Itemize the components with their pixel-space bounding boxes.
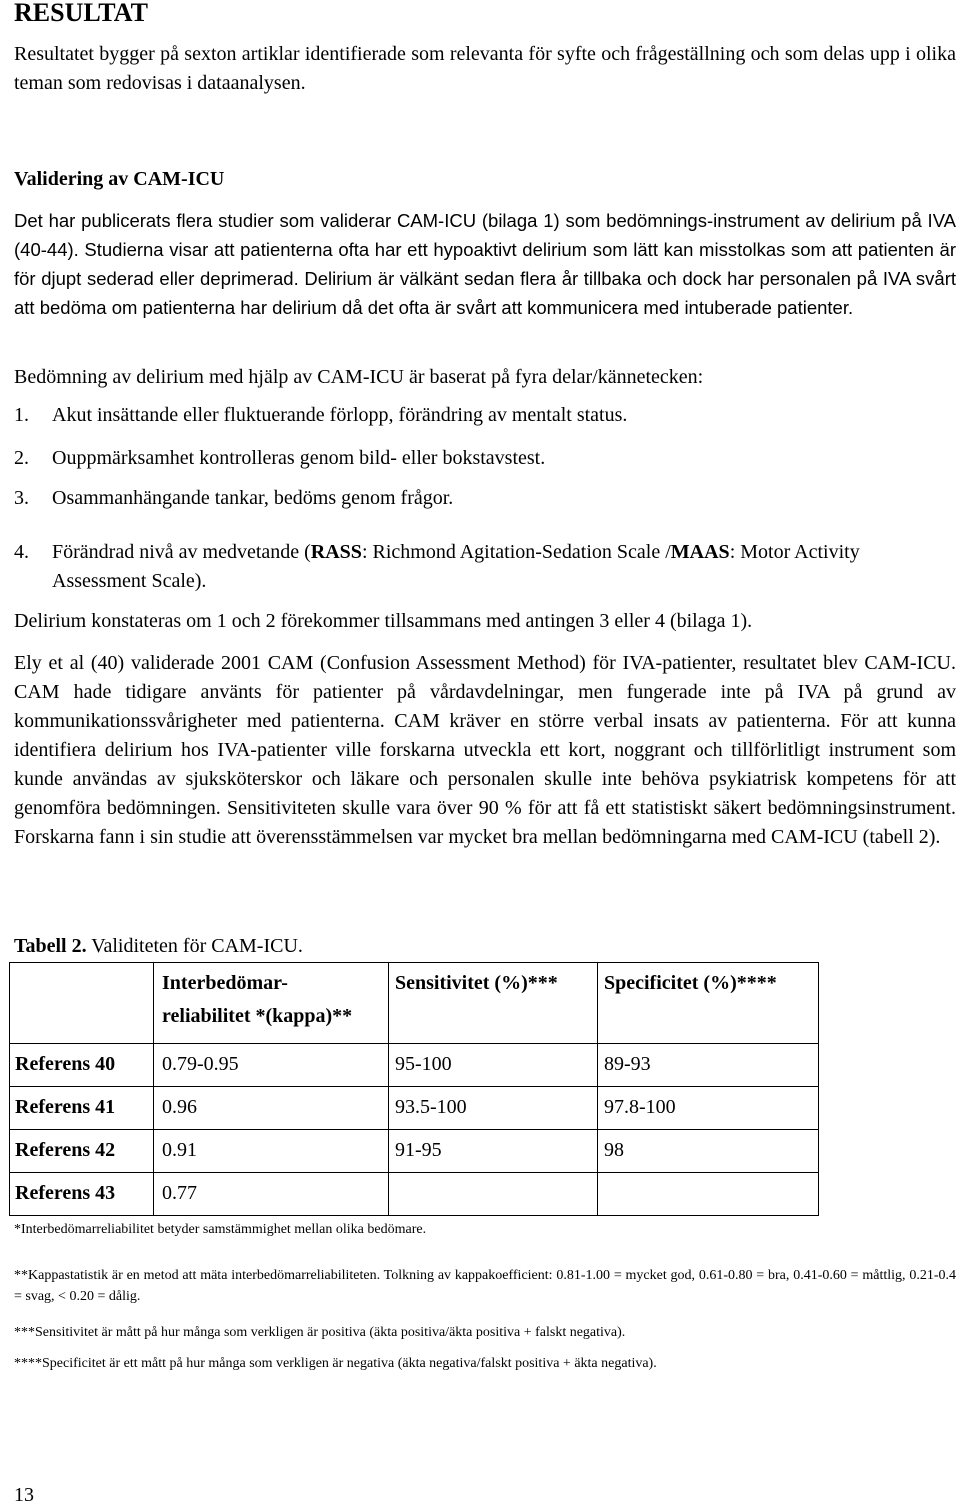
item4-mid: : Richmond Agitation-Sedation Scale /: [361, 541, 671, 563]
table-row: [10, 1130, 819, 1173]
table-row: [10, 1173, 819, 1216]
sensitivity-value: 93.5-100: [395, 1096, 467, 1118]
header-kappa-line2: reliabilitet *(kappa)**: [162, 1005, 353, 1027]
table-row: [10, 1087, 819, 1130]
row-kappa: [154, 1130, 389, 1173]
kappa-value: 0.79-0.95: [162, 1053, 239, 1075]
header-kappa-line1: Interbedömar-: [162, 972, 288, 994]
page-heading: RESULTAT: [14, 0, 148, 27]
criteria-item-2: [14, 444, 956, 473]
row-ref: [10, 1087, 154, 1130]
table-caption-label: Tabell 2.: [14, 935, 87, 957]
validation-paragraph: Det har publicerats flera studier som validerar CAM-ICU (bilaga 1) som bedömnings-instrument av delirium på IVA (40-44). Studierna visar att patienterna ofta har ett hypoaktivt delirium som lätt kan misstolkas som att patienten är för djupt sederad eller deprimerad. Delirium är välkänt sedan flera år tillbaka och dock har personalen på IVA svårt att bedöma om patienterna har delirium då det ofta är svårt att kommunicera med intuberade patienter.: [14, 210, 956, 318]
row-sensitivity: [389, 1130, 598, 1173]
validity-table: [9, 962, 819, 1216]
table-row: [10, 1044, 819, 1087]
header-specificity-label: Specificitet (%)****: [604, 972, 777, 994]
specificity-value: [598, 1173, 818, 1182]
list-number: 4.: [14, 541, 29, 563]
criteria-item-3: [14, 484, 956, 513]
row-specificity: [598, 1173, 819, 1216]
header-sensitivity-label: Sensitivitet (%)***: [395, 972, 558, 994]
sensitivity-value: 91-95: [395, 1139, 442, 1161]
ref-label: Referens 43: [15, 1182, 116, 1204]
ref-label: Referens 41: [15, 1096, 116, 1118]
specificity-value: 97.8-100: [604, 1096, 676, 1118]
kappa-value: 0.77: [162, 1182, 197, 1204]
list-text: [52, 538, 932, 596]
list-number: 3.: [14, 487, 29, 509]
table-caption-text: Validiteten för CAM-ICU.: [86, 935, 303, 957]
list-text: Osammanhängande tankar, bedöms genom frågor.: [52, 487, 454, 509]
intro-paragraph: Resultatet bygger på sexton artiklar identifierade som relevanta för syfte och frågeställning och som delas upp i olika teman som redovisas i dataanalysen.: [14, 43, 956, 94]
specificity-value: 98: [604, 1139, 624, 1161]
footnote-4: ****Specificitet är ett mått på hur många som verkligen är negativa (äkta negativa/falskt positiva + äkta negativa).: [14, 1356, 657, 1371]
row-specificity: [598, 1044, 819, 1087]
row-sensitivity: [389, 1044, 598, 1087]
list-number: 2.: [14, 447, 29, 469]
table-caption: [14, 932, 303, 961]
table-header-row: [10, 963, 819, 1044]
row-sensitivity: [389, 1087, 598, 1130]
header-sensitivity: [389, 963, 598, 1044]
specificity-value: 89-93: [604, 1053, 651, 1075]
list-number: 1.: [14, 404, 29, 426]
sensitivity-value: [389, 1173, 597, 1182]
maas-abbrev: MAAS: [670, 541, 730, 563]
conclusion-paragraph: Delirium konstateras om 1 och 2 förekommer tillsammans med antingen 3 eller 4 (bilaga 1).: [14, 610, 753, 632]
row-kappa: [154, 1173, 389, 1216]
list-text: Ouppmärksamhet kontrolleras genom bild- eller bokstavstest.: [52, 447, 546, 469]
row-ref: [10, 1130, 154, 1173]
header-kappa: [154, 963, 389, 1044]
kappa-value: 0.91: [162, 1139, 197, 1161]
item4-pre: Förändrad nivå av medvetande (: [52, 541, 311, 563]
footnote-2: **Kappastatistik är en metod att mäta interbedömarreliabiliteten. Tolkning av kappakoefficient: 0.81-1.00 = mycket god, 0.61-0.80 = bra, 0.41-0.60 = måttlig, 0.21-0.4 = svag, < 0.20 = dålig.: [14, 1268, 956, 1304]
header-specificity: [598, 963, 819, 1044]
row-specificity: [598, 1087, 819, 1130]
row-ref: [10, 1044, 154, 1087]
row-ref: [10, 1173, 154, 1216]
ely-paragraph: Ely et al (40) validerade 2001 CAM (Confusion Assessment Method) för IVA-patienter, resultatet blev CAM-ICU. CAM hade tidigare använts för patienter på vårdavdelningar, men fungerade inte på IVA på grund av kommunikationssvårigheter med patienterna. CAM kräver en större verbal insats av patienterna. För att kunna identifiera delirium hos IVA-patienter ville forskarna utveckla ett kort, noggrant och tillförlitligt instrument som kunde användas av sjuksköterskor och läkare och personalen skulle inte behöva psykiatrisk kompetens för att genomföra bedömningen. Sensitiviteten skulle vara över 90 % för att få ett statistiskt säkert bedömningsinstrument. Forskarna fann i sin studie att överensstämmelsen var mycket bra mellan bedömningarna med CAM-ICU (tabell 2).: [14, 652, 956, 848]
criteria-item-1: [14, 401, 956, 430]
item4-post: : Motor Activity Assessment Scale).: [52, 541, 860, 592]
row-kappa: [154, 1087, 389, 1130]
ref-label: Referens 42: [15, 1139, 116, 1161]
footnote-1: *Interbedömarreliabilitet betyder samstämmighet mellan olika bedömare.: [14, 1222, 427, 1237]
assessment-intro: Bedömning av delirium med hjälp av CAM-ICU är baserat på fyra delar/kännetecken:: [14, 366, 704, 388]
row-kappa: [154, 1044, 389, 1087]
section-title: Validering av CAM-ICU: [14, 168, 225, 190]
rass-abbrev: RASS: [310, 541, 362, 563]
ref-label: Referens 40: [15, 1053, 116, 1075]
page-number: 13: [14, 1484, 34, 1506]
list-text: Akut insättande eller fluktuerande förlopp, förändring av mentalt status.: [52, 404, 628, 426]
row-sensitivity: [389, 1173, 598, 1216]
row-specificity: [598, 1130, 819, 1173]
header-empty-cell: [10, 963, 154, 1044]
criteria-item-4: [14, 538, 956, 596]
sensitivity-value: 95-100: [395, 1053, 452, 1075]
footnote-3: ***Sensitivitet är mått på hur många som verkligen är positiva (äkta positiva/äkta positiva + falskt negativa).: [14, 1325, 626, 1340]
kappa-value: 0.96: [162, 1096, 197, 1118]
